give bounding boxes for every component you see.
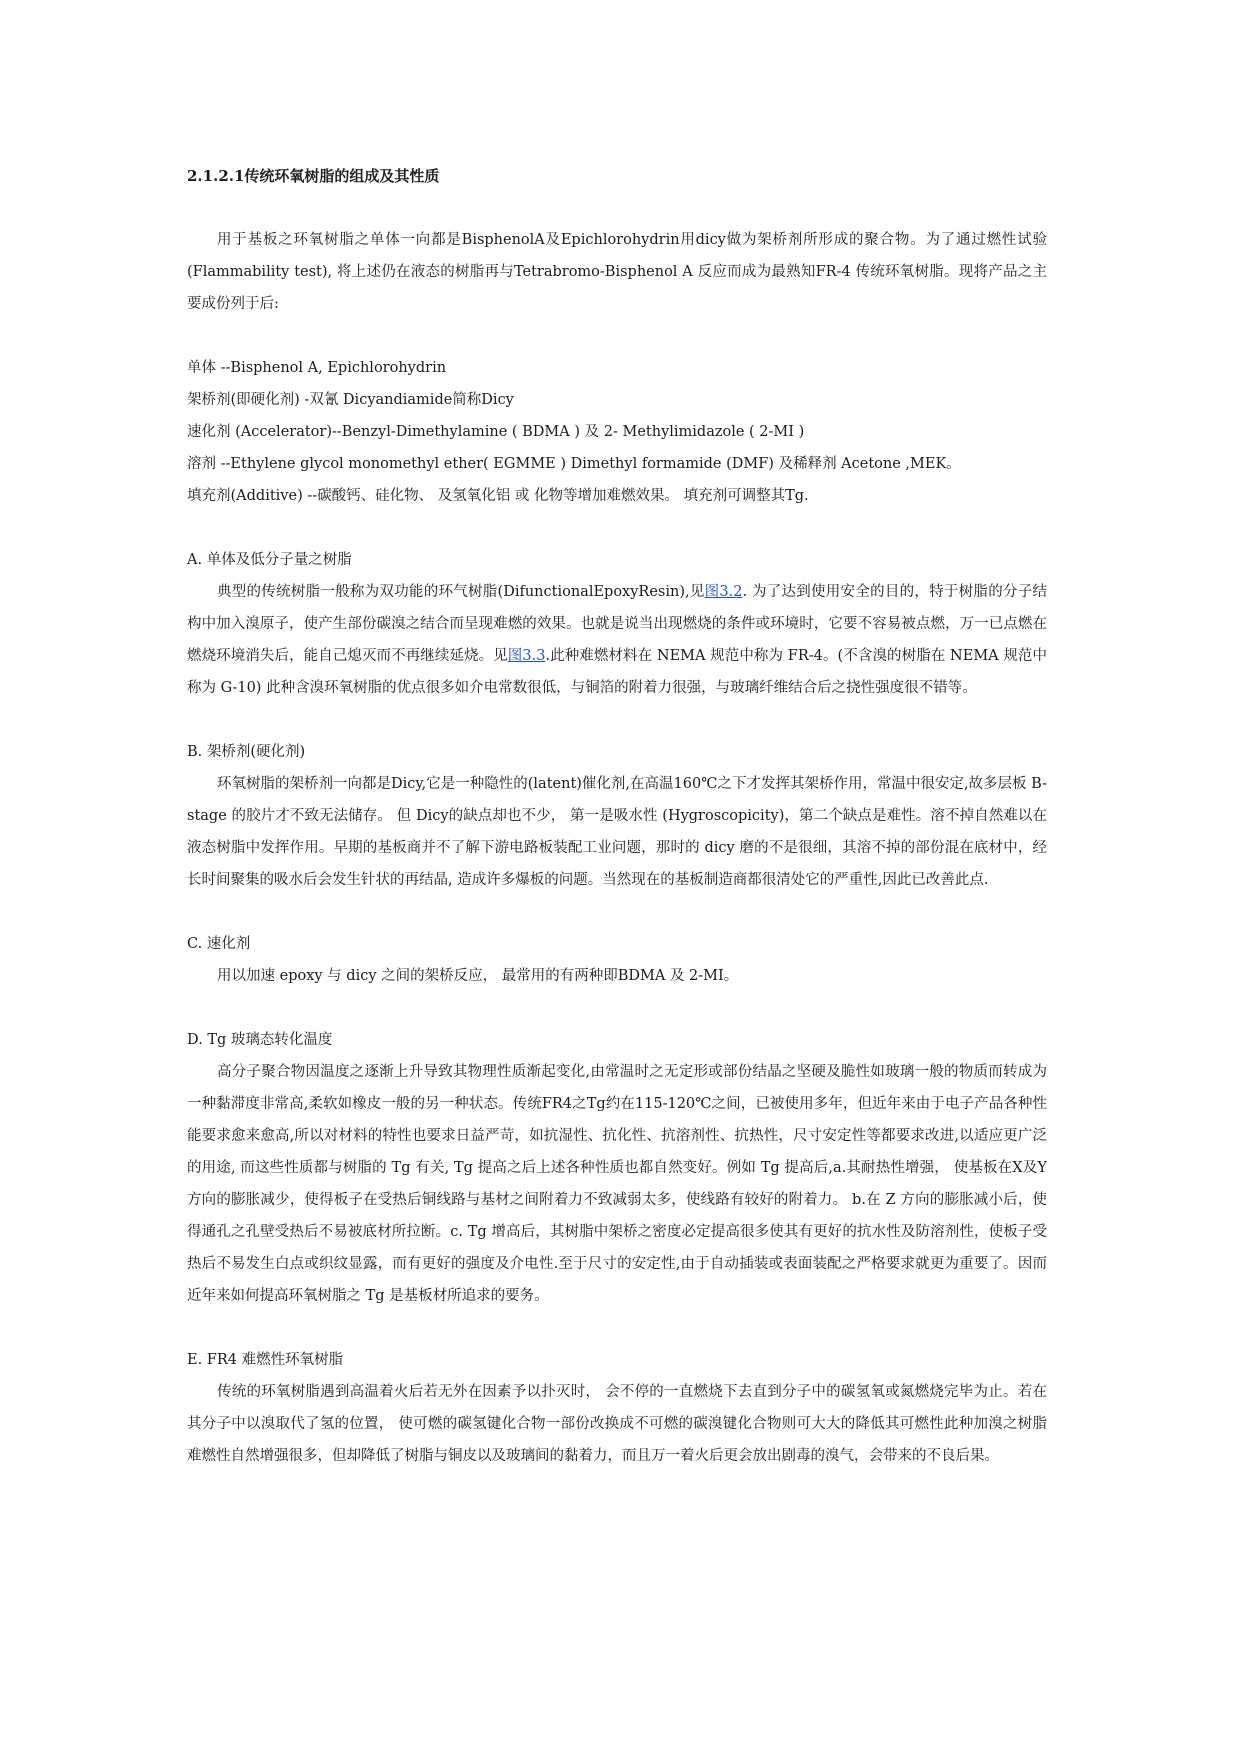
section-d-paragraph: 高分子聚合物因温度之逐渐上升导致其物理性质渐起变化,由常温时之无定形或部份结晶之坚硬及脆性如玻璃一般的物质而转成为一种黏滞度非常高,柔软如橡皮一般的另一种状态。传统FR4之Tg约在115-120℃之间，已被使用多年，但近年来由于电子产品各种性能要求愈来愈高,所以对材料的特性也要求日益严苛，如抗湿性、抗化性、抗溶剂性、抗热性，尺寸安定性等都要求改进,以适应更广泛的用途, 而这些性质都与树脂的 Tg 有关, Tg 提高之后上述各种性质也都自然变好。例如 Tg 提高后,a.其耐热性增强， 使基板在X及Y方向的膨胀减少，使得板子在受热后铜线路与基材之间附着力不致减弱太多，使线路有较好的附着力。 b.在 Z 方向的膨胀减小后，使得通孔之孔壁受热后不易被底材所拉断。c. Tg 增高后，其树脂中架桥之密度必定提高很多使其有更好的抗水性及防溶剂性，使板子受热后不易发生白点或织纹显露，而有更好的强度及介电性.至于尺寸的安定性,由于自动插装或表面装配之严格要求就更为重要了。因而近年来如何提高环氧树脂之 Tg 是基板材所追求的要务。: [187, 1064, 1047, 1304]
section-b: [187, 736, 1047, 896]
figure-3-3-link[interactable]: 图3.3: [507, 648, 546, 664]
section-e-paragraph: 传统的环氧树脂遇到高温着火后若无外在因素予以扑灭时， 会不停的一直燃烧下去直到分子中的碳氢氧或氮燃烧完毕为止。若在其分子中以溴取代了氢的位置， 使可燃的碳氢键化合物一部份改换成不可燃的碳溴键化合物则可大大的降低其可燃性此种加溴之树脂难燃性自然增强很多，但却降低了树脂与铜皮以及玻璃间的黏着力，而且万一着火后更会放出剧毒的溴气，会带来的不良后果。: [187, 1384, 1047, 1464]
section-e-title: E. FR4 难燃性环氧树脂: [187, 1352, 344, 1368]
section-c-title: C. 速化剂: [187, 936, 251, 952]
section-c: [187, 928, 1047, 992]
section-a-text-1: 典型的传统树脂一般称为双功能的环气树脂(DifunctionalEpoxyResin),见: [217, 584, 705, 600]
section-a-paragraph: [187, 576, 1047, 704]
section-b-title: B. 架桥剂(硬化剂): [187, 744, 306, 760]
section-e: [187, 1344, 1047, 1472]
section-a-text-3: .此种难燃材料在 NEMA 规范中称为 FR-4。(不含溴的树脂在 NEMA 规范中称为 G-10) 此种含溴环氧树脂的优点很多如介电常数很低，与铜箔的附着力很强，与玻璃纤维结合后之挠性强度很不错等。: [187, 648, 1047, 696]
section-c-paragraph: 用以加速 epoxy 与 dicy 之间的架桥反应， 最常用的有两种即BDMA 及 2-MI。: [217, 968, 739, 984]
section-d: [187, 1024, 1047, 1312]
component-accelerator: 速化剂 (Accelerator)--Benzyl-Dimethylamine ( BDMA ) 及 2- Methylimidazole ( 2-MI ): [187, 424, 805, 440]
section-a: [187, 544, 1047, 704]
components-list: [187, 352, 1047, 512]
component-crosslinker: 架桥剂(即硬化剂) -双氰 Dicyandiamide简称Dicy: [187, 392, 514, 408]
intro-paragraph: 用于基板之环氧树脂之单体一向都是BisphenolA及Epichlorohydrin用dicy做为架桥剂所形成的聚合物。为了通过燃性试验(Flammability test), 将上述仍在液态的树脂再与Tetrabromo-Bisphenol A 反应而成为最熟知FR-4 传统环氧树脂。现将产品之主要成份列于后:: [187, 232, 1047, 312]
component-additive: 填充剂(Additive) --碳酸钙、硅化物、 及氢氧化铝 或 化物等增加难燃效果。 填充剂可调整其Tg.: [187, 488, 809, 504]
section-b-paragraph: 环氧树脂的架桥剂一向都是Dicy,它是一种隐性的(latent)催化剂,在高温160℃之下才发挥其架桥作用，常温中很安定,故多层板 B-stage 的胶片才不致无法储存。 但 Dicy的缺点却也不少， 第一是吸水性 (Hygroscopicity)，第二个缺点是难性。溶不掉自然难以在液态树脂中发挥作用。早期的基板商并不了解下游电路板装配工业问题，那时的 dicy 磨的不是很细，其溶不掉的部份混在底材中，经长时间聚集的吸水后会发生针状的再结晶, 造成许多爆板的问题。当然现在的基板制造商都很清处它的严重性,因此已改善此点.: [187, 776, 1047, 888]
component-solvent: 溶剂 --Ethylene glycol monomethyl ether( EGMME ) Dimethyl formamide (DMF) 及稀释剂 Acetone ,MEK。: [187, 456, 961, 472]
section-d-title: D. Tg 玻璃态转化温度: [187, 1032, 333, 1048]
document-page: [187, 160, 1047, 1504]
component-monomer: 单体 --Bisphenol A, Epichlorohydrin: [187, 360, 447, 376]
figure-3-2-link[interactable]: 图3.2: [704, 584, 743, 600]
section-a-text-2: . 为了达到使用安全的目的，特于树脂的分子结构中加入溴原子，使产生部份碳溴之结合而呈现难燃的效果。也就是说当出现燃烧的条件或环境时，它要不容易被点燃，万一已点燃在燃烧环境消失后，能自己熄灭而不再继续延烧。见: [187, 584, 1048, 664]
section-heading: 2.1.2.1传统环氧树脂的组成及其性质: [187, 167, 440, 185]
section-a-title: A. 单体及低分子量之树脂: [187, 552, 352, 568]
